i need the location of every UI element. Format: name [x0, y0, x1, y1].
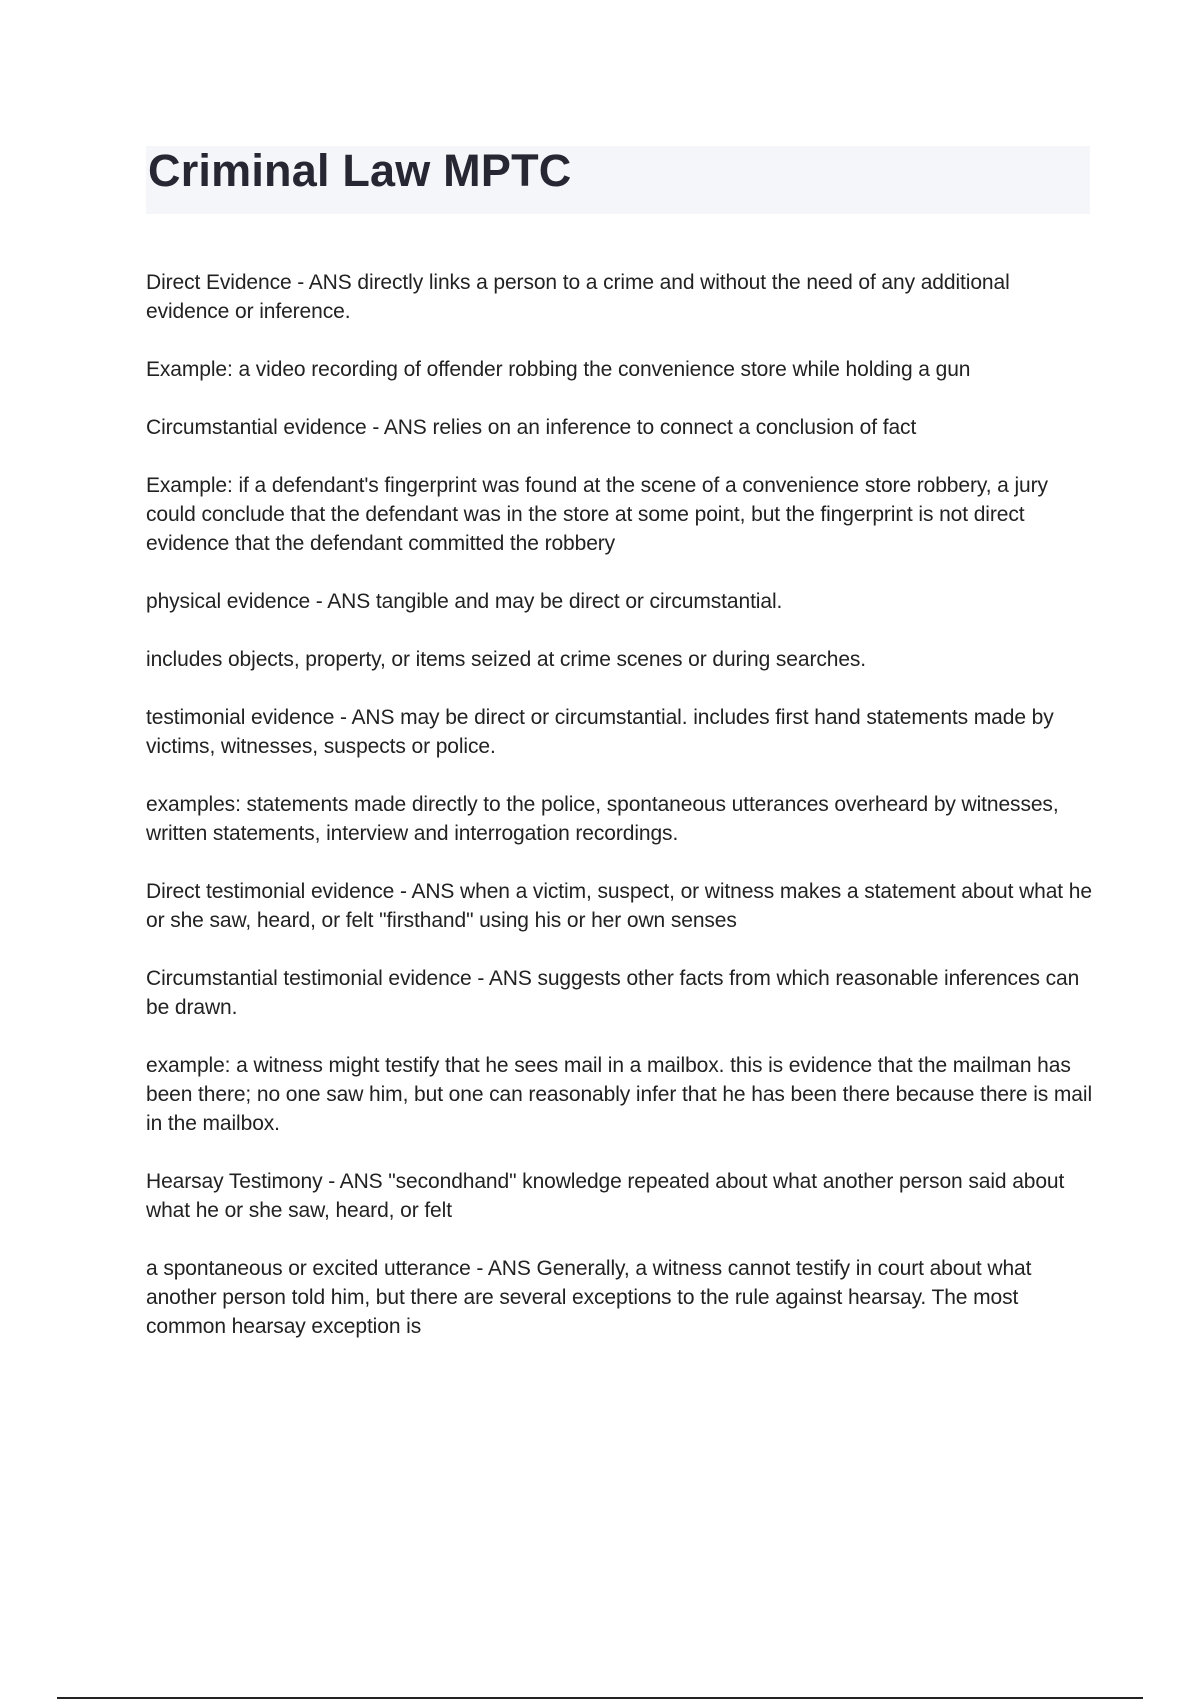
paragraph-testimonial-evidence: testimonial evidence - ANS may be direct or circumstantial. includes first hand statements made by victims, witnesses, suspects or police. — [146, 706, 1054, 758]
paragraph-circumstantial-evidence: Circumstantial evidence - ANS relies on an inference to connect a conclusion of fact — [146, 416, 917, 439]
paragraph-testimonial-evidence-examples: examples: statements made directly to the police, spontaneous utterances overheard by witnesses, written statements, interview and interrogation recordings. — [146, 793, 1059, 845]
paragraph-circumstantial-testimonial-evidence: Circumstantial testimonial evidence - ANS suggests other facts from which reasonable inferences can be drawn. — [146, 967, 1080, 1019]
title-banner — [146, 146, 1090, 214]
paragraph-excited-utterance: a spontaneous or excited utterance - ANS Generally, a witness cannot testify in court about what another person told him, but there are several exceptions to the rule against hearsay. The most common hearsay exception is — [146, 1257, 1032, 1338]
paragraph-mailbox-example: example: a witness might testify that he sees mail in a mailbox. this is evidence that the mailman has been there; no one saw him, but one can reasonably infer that he has been there because there is mail in the mailbox. — [146, 1054, 1093, 1135]
document-title: Criminal Law MPTC — [148, 145, 572, 196]
paragraph-hearsay-testimony: Hearsay Testimony - ANS "secondhand" knowledge repeated about what another person said about what he or she saw, heard, or felt — [146, 1170, 1065, 1222]
paragraph-circumstantial-evidence-example: Example: if a defendant's fingerprint was found at the scene of a convenience store robbery, a jury could conclude that the defendant was in the store at some point, but the fingerprint is not direct evidence that the defendant committed the robbery — [146, 474, 1048, 555]
document-body — [146, 268, 1096, 1370]
paragraph-physical-evidence-includes: includes objects, property, or items seized at crime scenes or during searches. — [146, 648, 867, 671]
paragraph-direct-evidence-example: Example: a video recording of offender robbing the convenience store while holding a gun — [146, 358, 971, 381]
paragraph-direct-testimonial-evidence: Direct testimonial evidence - ANS when a victim, suspect, or witness makes a statement about what he or she saw, heard, or felt "firsthand" using his or her own senses — [146, 880, 1092, 932]
footer-divider — [57, 1697, 1143, 1699]
paragraph-direct-evidence: Direct Evidence - ANS directly links a person to a crime and without the need of any additional evidence or inference. — [146, 271, 1010, 323]
paragraph-physical-evidence: physical evidence - ANS tangible and may be direct or circumstantial. — [146, 590, 783, 613]
